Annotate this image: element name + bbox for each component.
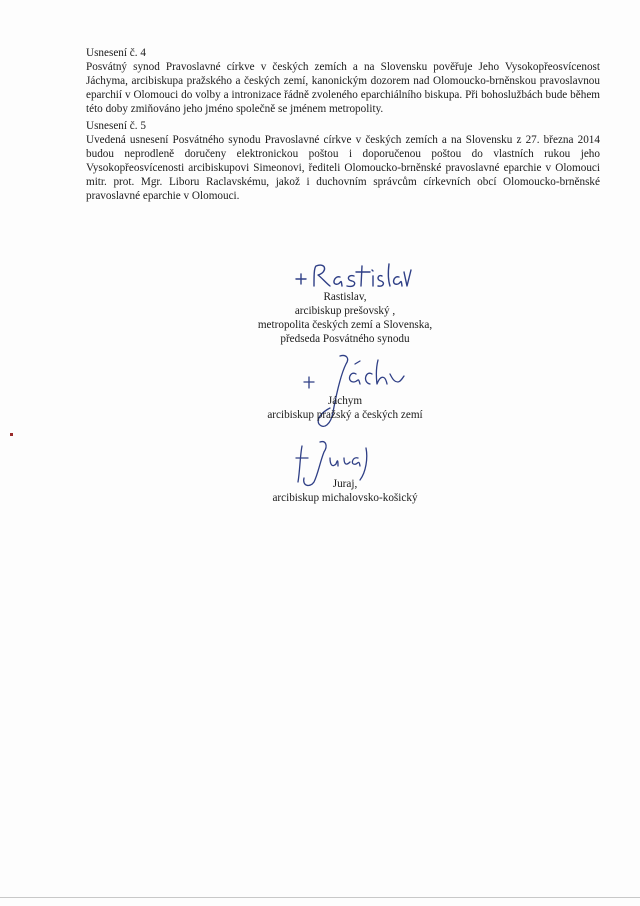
resolution-5 <box>86 120 600 203</box>
resolution-4 <box>86 47 600 117</box>
resolution-4-text: Posvátný synod Pravoslavné církve v českých zemích a na Slovensku pověřuje Jeho Vysokopřeosvícenost Jáchyma, arcibiskupa pražského a českých zemí, kanonickým dozorem nad Olomoucko-brněnskou pravoslavnou eparchií v Olomouci do volby a intronizace řádně zvoleného eparchiálního biskupa. Při bohoslužbách bude během této doby zmiňováno jeho jméno společně se jménem metropolity. <box>86 60 600 115</box>
resolution-4-heading: Usnesení č. 4 <box>86 47 146 59</box>
ink-speck <box>10 433 13 436</box>
signatory-3-name: Juraj, <box>332 478 358 490</box>
signatory-1-title-3: předseda Posvátného synodu <box>280 332 410 345</box>
resolution-5-heading: Usnesení č. 5 <box>86 120 146 132</box>
signatory-2 <box>230 395 460 423</box>
signatory-1-title-2: metropolita českých zemí a Slovenska, <box>257 318 433 331</box>
signatory-3 <box>230 478 460 506</box>
signatory-3-title-1: arcibiskup michalovsko-košický <box>272 491 418 504</box>
scan-edge-line <box>0 897 640 898</box>
signatory-1-title-1: arcibiskup prešovský , <box>294 304 396 317</box>
signatory-1 <box>230 291 460 347</box>
signature-rastislav <box>292 258 412 292</box>
resolution-5-text: Uvedená usnesení Posvátného synodu Pravoslavné církve v českých zemích a na Slovensku z 27. března 2014 budou neprodleně doručeny elektronickou poštou i doporučenou poštou do vlastních rukou jeho Vysokopřeosvícenosti arcibiskupovi Simeonovi, řediteli Olomoucko-brněnské pravoslavné eparchie v Olomouci mitr. prot. Mgr. Liboru Raclavskému, jakož i duchovním správcům církevních obcí Olomoucko-brněnské pravoslavné eparchie v Olomouci. <box>86 133 600 202</box>
signatory-2-title-1: arcibiskup pražský a českých zemí <box>267 408 423 421</box>
signatory-1-name: Rastislav, <box>323 291 367 303</box>
signatory-2-name: Jáchym <box>327 395 363 407</box>
